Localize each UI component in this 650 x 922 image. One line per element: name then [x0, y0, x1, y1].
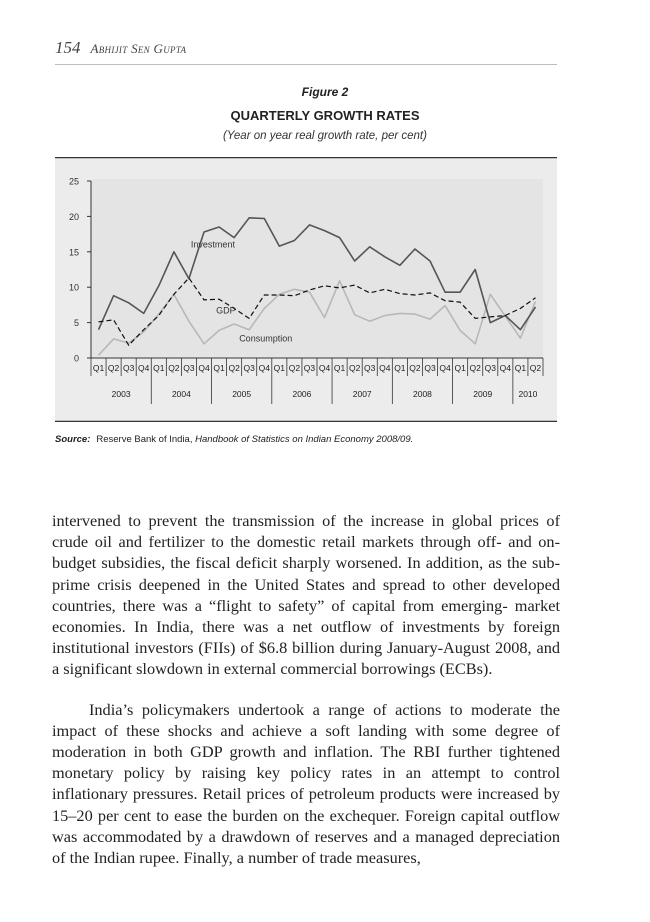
figure-label: Figure 2	[301, 85, 349, 99]
y-tick-label: 5	[73, 318, 79, 329]
x-tick-label: Q2	[288, 363, 301, 373]
x-tick-label: Q2	[469, 363, 481, 373]
x-tick-label: Q1	[153, 363, 165, 373]
series-label: Investment	[190, 239, 235, 250]
x-tick-label: Q4	[499, 363, 512, 373]
year-label: 2010	[518, 389, 538, 399]
x-tick-label: Q3	[122, 363, 135, 373]
year-label: 2003	[111, 389, 131, 399]
year-label: 2009	[473, 389, 493, 399]
x-tick-label: Q4	[258, 363, 270, 373]
running-header	[55, 38, 557, 65]
series-label: GDP	[216, 305, 236, 316]
x-tick-label: Q3	[484, 363, 496, 373]
x-tick-label: Q3	[424, 363, 436, 373]
x-tick-label: Q1	[333, 363, 346, 373]
x-tick-label: Q3	[364, 363, 376, 373]
y-tick-label: 25	[68, 176, 79, 187]
x-tick-label: Q3	[243, 363, 255, 373]
y-tick-label: 10	[68, 282, 79, 293]
x-tick-label: Q4	[318, 363, 331, 373]
paragraph: intervened to prevent the transmission of the increase in global prices of crude oil and fertilizer to the domestic retail markets through off- and on-budget subsidies, the fiscal deficit sharply worsened. In addition, as the sub-prime crisis deepened in the United States and spread to other developed countries, there was a “flight to safety” of capital from emerging- market economies. In India, there was a net outflow of investments by foreign institutional investors (FIIs) of $6.8 billion during January-August 2008, and a significant slowdown in external commercial borrowings (ECBs).	[52, 511, 560, 679]
x-tick-label: Q1	[514, 363, 527, 373]
plot-area	[91, 179, 543, 357]
running-head-author: Abhijit Sen Gupta	[90, 41, 187, 56]
year-label: 2004	[171, 389, 191, 399]
year-label: 2008	[413, 389, 432, 399]
x-tick-label: Q1	[273, 363, 286, 373]
chart-svg	[55, 157, 557, 422]
figure-title: QUARTERLY GROWTH RATES	[230, 108, 420, 123]
x-tick-label: Q1	[454, 363, 466, 373]
series-label: Consumption	[239, 333, 293, 344]
growth-rates-chart	[55, 157, 557, 422]
x-tick-label: Q4	[198, 363, 210, 373]
x-tick-label: Q2	[348, 363, 361, 373]
source-title: Handbook of Statistics on Indian Economy 2008/09.	[195, 434, 414, 445]
y-tick-label: 20	[68, 211, 79, 222]
page-number: 154	[55, 38, 81, 57]
x-tick-label: Q4	[138, 363, 150, 373]
x-tick-label: Q1	[213, 363, 225, 373]
x-tick-label: Q4	[439, 363, 451, 373]
year-label: 2006	[292, 389, 312, 399]
x-tick-label: Q3	[183, 363, 195, 373]
x-tick-label: Q2	[529, 363, 542, 373]
x-tick-label: Q2	[409, 363, 421, 373]
x-tick-label: Q4	[379, 363, 391, 373]
figure-source	[55, 434, 565, 445]
year-label: 2007	[352, 389, 372, 399]
body-text	[52, 510, 560, 868]
year-label: 2005	[232, 389, 252, 399]
x-tick-label: Q2	[168, 363, 180, 373]
y-tick-label: 15	[68, 247, 79, 258]
x-tick-label: Q2	[228, 363, 240, 373]
x-tick-label: Q1	[394, 363, 406, 373]
x-tick-label: Q1	[92, 363, 105, 373]
paragraph: India’s policymakers undertook a range of actions to moderate the impact of these shocks and achieve a soft landing with some degree of moderation in both GDP growth and inflation. The RBI further tightened monetary policy by raising key policy rates in an attempt to control inflationary pressures. Retail prices of petroleum products were increased by 15–20 per cent to ease the burden on the exchequer. Foreign capital outflow was accommodated by a drawdown of reserves and a managed depreciation of the Indian rupee. Finally, a number of trade measures,	[52, 699, 560, 868]
source-label: Source:	[55, 434, 91, 445]
figure-subtitle: (Year on year real growth rate, per cent)	[223, 130, 427, 142]
x-tick-label: Q2	[107, 363, 120, 373]
source-text: Reserve Bank of India,	[96, 434, 193, 445]
y-tick-label: 0	[73, 353, 79, 364]
x-tick-label: Q3	[303, 363, 316, 373]
